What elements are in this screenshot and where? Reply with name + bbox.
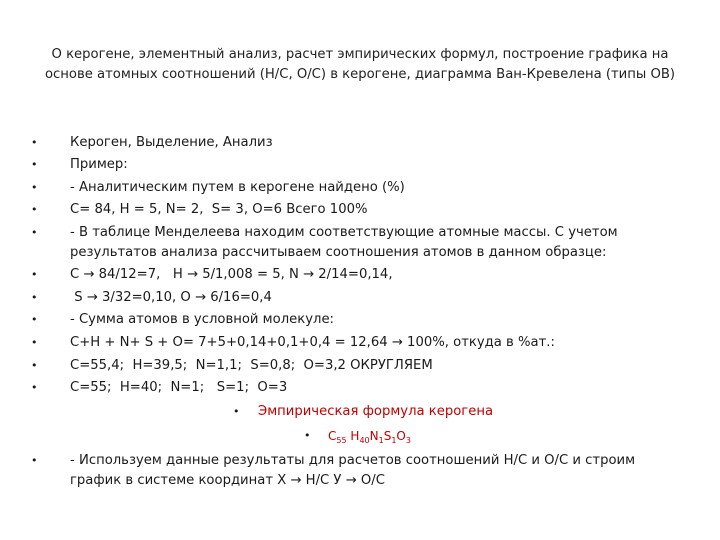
formula-subscript: 3 (405, 436, 411, 445)
list-item-text: - Сумма атомов в условной молекуле: (70, 312, 335, 327)
bullet-icon: • (31, 454, 38, 467)
list-item-text: C=55; H=40; N=1; S=1; O=3 (70, 380, 288, 395)
formula-subscript: 40 (359, 436, 370, 445)
bullet-icon: • (31, 268, 38, 281)
formula-element: H (350, 429, 360, 443)
list-item-text: C= 84, H = 5, N= 2, S= 3, O=6 Всего 100% (70, 202, 368, 217)
list-item-text: Кероген, Выделение, Анализ (70, 135, 273, 150)
formula-element: O (396, 429, 406, 443)
bullet-icon: • (31, 158, 38, 171)
kerogen-formula (328, 426, 411, 451)
list-item-text: Пример: (70, 157, 128, 172)
list-item-text: - В таблице Менделеева находим соответствующие атомные массы. С учетом результатов анализа рассчитываем соотношения атомов в данном образце: (70, 225, 618, 260)
bullet-icon: • (304, 429, 311, 442)
bullet-icon: • (31, 291, 38, 304)
list-item-text: - Аналитическим путем в керогене найдено (%) (70, 180, 405, 195)
list-item-text: C → 84/12=7, H → 5/1,008 = 5, N → 2/14=0,14, (70, 267, 393, 282)
bullet-icon: • (31, 136, 38, 149)
formula-subscript: 1 (391, 436, 397, 445)
list-item-text: C+H + N+ S + O= 7+5+0,14+0,1+0,4 = 12,64 → 100%, откуда в %ат.: (70, 335, 555, 350)
list-item-text: - Используем данные результаты для расчетов соотношений H/C и O/C и строим график в системе координат Х → H/C У → O/C (70, 453, 636, 488)
formula-subscript: 1 (378, 436, 384, 445)
bullet-icon: • (31, 203, 38, 216)
list-item-text: S → 3/32=0,10, O → 6/16=0,4 (70, 290, 272, 305)
formula-subscript: 55 (336, 436, 347, 445)
bullet-icon: • (31, 181, 38, 194)
formula-heading: Эмпирическая формула керогена (258, 404, 494, 419)
bullet-icon: • (31, 226, 38, 239)
list-item-text: C=55,4; H=39,5; N=1,1; S=0,8; O=3,2 ОКРУГЛЯЕМ (70, 358, 433, 373)
bullet-icon: • (31, 381, 38, 394)
formula-element: N (369, 429, 379, 443)
bullet-icon: • (31, 336, 38, 349)
formula-element: S (383, 429, 392, 443)
bullet-icon: • (233, 405, 240, 418)
slide-title: О керогене, элементный анализ, расчет эмпирических формул, построение графика на основе атомных соотношений (H/C, O/C) в керогене, диаграмма Ван-Кревелена (типы ОВ) (44, 47, 676, 82)
bullet-icon: • (31, 313, 38, 326)
formula-element: C (328, 429, 337, 443)
bullet-icon: • (31, 359, 38, 372)
